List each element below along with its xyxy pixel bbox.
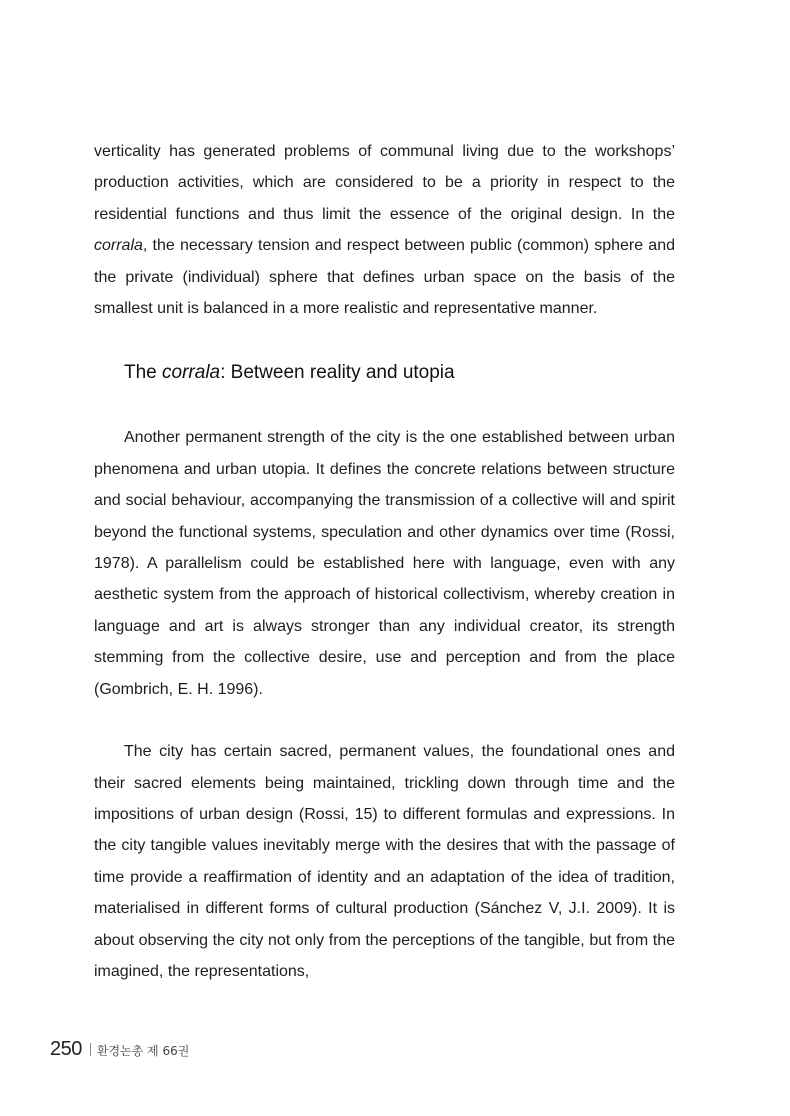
paragraph-1-text-rest: , the necessary tension and respect between public (common) sphere and the private (individual) sphere that defines urban space on the basis of the smallest unit is balanced in a more realistic and representative manner. (94, 237, 675, 318)
heading-prefix: The (124, 362, 163, 384)
body-text (94, 136, 675, 987)
footer-divider (90, 1043, 91, 1056)
heading-emphasis: corrala (162, 362, 221, 384)
page-number: 250 (50, 1038, 82, 1060)
paragraph-continuation (94, 136, 675, 324)
section-heading (94, 358, 675, 388)
paragraph-sacred-values: The city has certain sacred, permanent values, the foundational ones and their sacred elements being maintained, trickling down through time and the impositions of urban design (Rossi, 15) to different formulas and expressions. In the city tangible values inevitably merge with the desires that with the passage of time provide a reaffirmation of identity and an adaptation of the idea of tradition, materialised in different forms of cultural production (Sánchez V, J.I. 2009). It is about observing the city not only from the perceptions of the tangible, but from the imagined, the representations, (94, 743, 675, 980)
heading-suffix: : Between reality and utopia (220, 362, 455, 384)
journal-name: 환경논총 제 66권 (96, 1044, 190, 1058)
paragraph-1-emphasis: corrala (94, 237, 143, 255)
paragraph-1-text: verticality has generated problems of communal living due to the workshops’ production activities, which are considered to be a priority in respect to the residential functions and thus limit the essence of the original design. In the (94, 143, 675, 223)
paragraph-urban-utopia: Another permanent strength of the city is the one established between urban phenomena and urban utopia. It defines the concrete relations between structure and social behaviour, accompanying the transmission of a collective will and spirit beyond the functional systems, speculation and other dynamics over time (Rossi, 1978). A parallelism could be established here with language, even with any aesthetic system from the approach of historical collectivism, whereby creation in language and art is always stronger than any individual creator, its strength stemming from the collective desire, use and perception and from the place (Gombrich, E. H. 1996). (94, 429, 675, 698)
page-footer (50, 1038, 189, 1066)
